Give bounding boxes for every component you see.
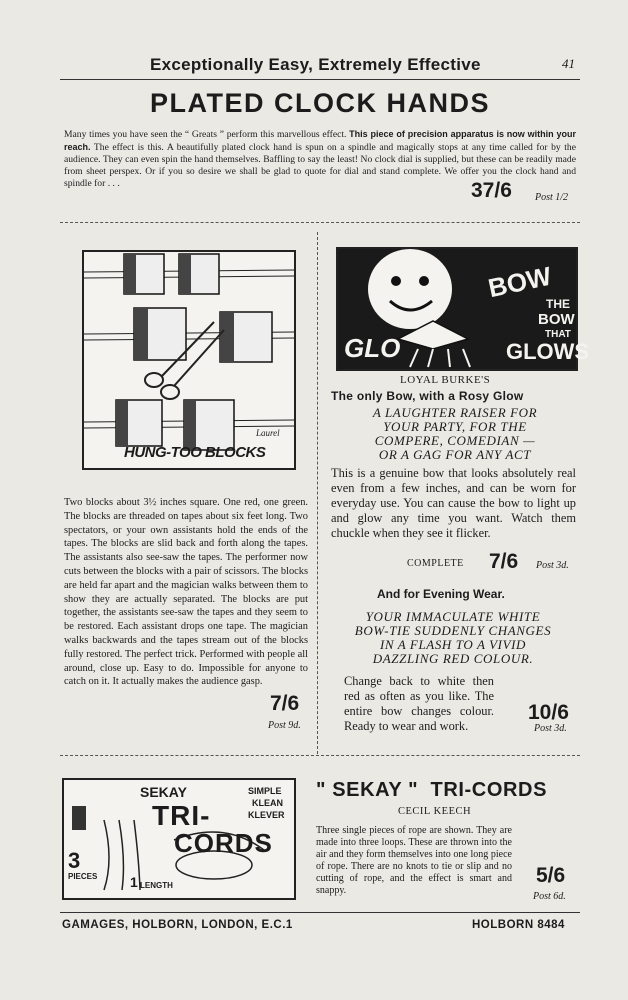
section-divider-2 <box>60 755 580 756</box>
hung-too-blocks-postage: Post 9d. <box>268 720 301 731</box>
tri-cords-author: CECIL KEECH <box>398 806 472 817</box>
evening-wear-pitch-line: BOW-TIE SUDDENLY CHANGES <box>354 623 552 638</box>
glo-bow-description: This is a genuine bow that looks absolutely real even from a few inches, and can be worn for everyday use. You can cause the bow to light up and glow any time you want. Watch them chuckle when they see it flicker. <box>331 466 576 540</box>
tri-cords-klean: KLEAN <box>252 798 283 808</box>
glo-bow-subtitle: The only Bow, with a Rosy Glow <box>331 389 524 403</box>
footer-rule <box>60 912 580 913</box>
column-divider <box>317 232 318 754</box>
glows-text: GLOWS <box>506 339 590 364</box>
header-rule <box>60 79 580 80</box>
glo-bow-postage: Post 3d. <box>536 560 569 571</box>
tri-cords-simple: SIMPLE <box>248 786 282 796</box>
clock-hands-highlight: This piece of precision apparatus is now within your reach. <box>64 129 576 152</box>
tri-cords-postage: Post 6d. <box>533 891 566 902</box>
the-text: THE <box>546 297 570 311</box>
clock-hands-title: PLATED CLOCK HANDS <box>150 88 490 118</box>
clock-hands-body: The effect is this. A beautifully plated clock hand is spun on a spindle and magically stops at any time called for by the audience. They can even spin the hand themselves. Baffling to say the least! No clock dial is supplied, but these can be readily made from sheet perspex. Or if you so desire we shall be glad to quote for dial and stand complete. We offer you the clock hand and spindle for <box>64 142 576 189</box>
glo-bow-pitch-line: COMPERE, COMEDIAN — <box>374 433 536 448</box>
page-tagline: Exceptionally Easy, Extremely Effective <box>150 55 481 74</box>
tri-cords-brand: SEKAY <box>140 784 187 800</box>
glo-bow-pitch-line: OR A GAG FOR ANY ACT <box>378 447 532 462</box>
footer-address: GAMAGES, HOLBORN, LONDON, E.C.1 <box>62 919 293 931</box>
bow-text: BOW <box>485 260 554 304</box>
hung-too-blocks-caption: HUNG-TOO BLOCKS <box>124 444 266 461</box>
glo-bow-pitch <box>344 406 566 462</box>
evening-wear-pitch-line: IN A FLASH TO A VIVID <box>379 637 527 652</box>
illustration-signature: Laurel <box>256 428 280 438</box>
tri-cords-description: Three single pieces of rope are shown. They are made into three loops. These are thrown into the air and they form themselves into one long piece of rope. There are no knots to tie or slip and no cutting of rope, and the effect is smart and snappy. <box>316 825 512 896</box>
that-text: THAT <box>545 329 571 340</box>
hung-too-blocks-price: 7/6 <box>270 692 300 715</box>
tri-cords-title: " SEKAY " TRI-CORDS <box>316 779 548 801</box>
glo-bow-maker: LOYAL BURKE'S <box>400 374 491 386</box>
clock-hands-intro: Many times you have seen the “ Greats ” perform this marvellous effect. <box>64 129 347 140</box>
evening-wear-pitch-line: DAZZLING RED COLOUR. <box>372 651 534 666</box>
clock-hands-price: 37/6 <box>471 179 512 202</box>
hung-too-blocks-illustration <box>82 250 296 470</box>
bow2-text: BOW <box>538 311 575 328</box>
hung-too-blocks-description: Two blocks about 3½ inches square. One red, one green. The blocks are threaded on tapes about six feet long. Two spectators, or your own assistants hold the ends of the tapes. The blocks are slid back and forth along the tapes. The assistants also see-saw the tapes. The performer now cuts between the blocks with a pair of scissors. The blocks are held far apart and the magician walks between them to show they are actually separated. The blocks are put together, the assistants see-saw the tapes and they seem to be restored. Each assistant drops one tape. The magician walks backwards and the tapes stream out of the blocks fully restored. The perfect trick. Performed with people all around, close up. Easy to do. Impossible for anyone to catch on it. It actually makes the audience gasp. <box>64 497 308 688</box>
glo-bow-price: 7/6 <box>489 550 519 573</box>
evening-wear-description: Change back to white then red as often as you like. The entire bow changes colour. Ready to wear and work. <box>344 674 494 733</box>
tri-cords-cords: CORDS <box>174 828 273 858</box>
evening-wear-price: 10/6 <box>528 701 569 724</box>
evening-wear-pitch-line: YOUR IMMACULATE WHITE <box>365 609 541 624</box>
glo-bow-pitch-line: YOUR PARTY, FOR THE <box>383 419 527 434</box>
evening-wear-postage: Post 3d. <box>534 723 567 734</box>
glo-bow-pitch-line: A LAUGHTER RAISER FOR <box>372 405 538 420</box>
tri-cords-pieces: PIECES <box>68 872 98 881</box>
glo-bow-complete-label: COMPLETE <box>407 558 464 569</box>
tri-cords-length: LENGTH <box>140 881 173 890</box>
evening-wear-heading: And for Evening Wear. <box>377 587 505 601</box>
page-number: 41 <box>562 56 575 71</box>
tri-cords-illustration <box>62 778 296 900</box>
clock-hands-postage: Post 1/2 <box>535 192 569 203</box>
clock-hands-dots: . . . <box>107 178 120 189</box>
tri-cords-price: 5/6 <box>536 864 566 887</box>
tri-cords-tri: TRI- <box>152 800 211 831</box>
tri-cords-pieces-num: 3 <box>68 848 81 873</box>
evening-wear-pitch <box>329 610 577 666</box>
glo-bow-illustration <box>336 247 590 371</box>
glo-text: GLO <box>344 333 401 363</box>
tri-cords-klever: KLEVER <box>248 810 285 820</box>
footer-phone: HOLBORN 8484 <box>472 919 565 931</box>
tri-cords-length-num: 1 <box>130 874 138 890</box>
section-divider-1 <box>60 222 580 223</box>
